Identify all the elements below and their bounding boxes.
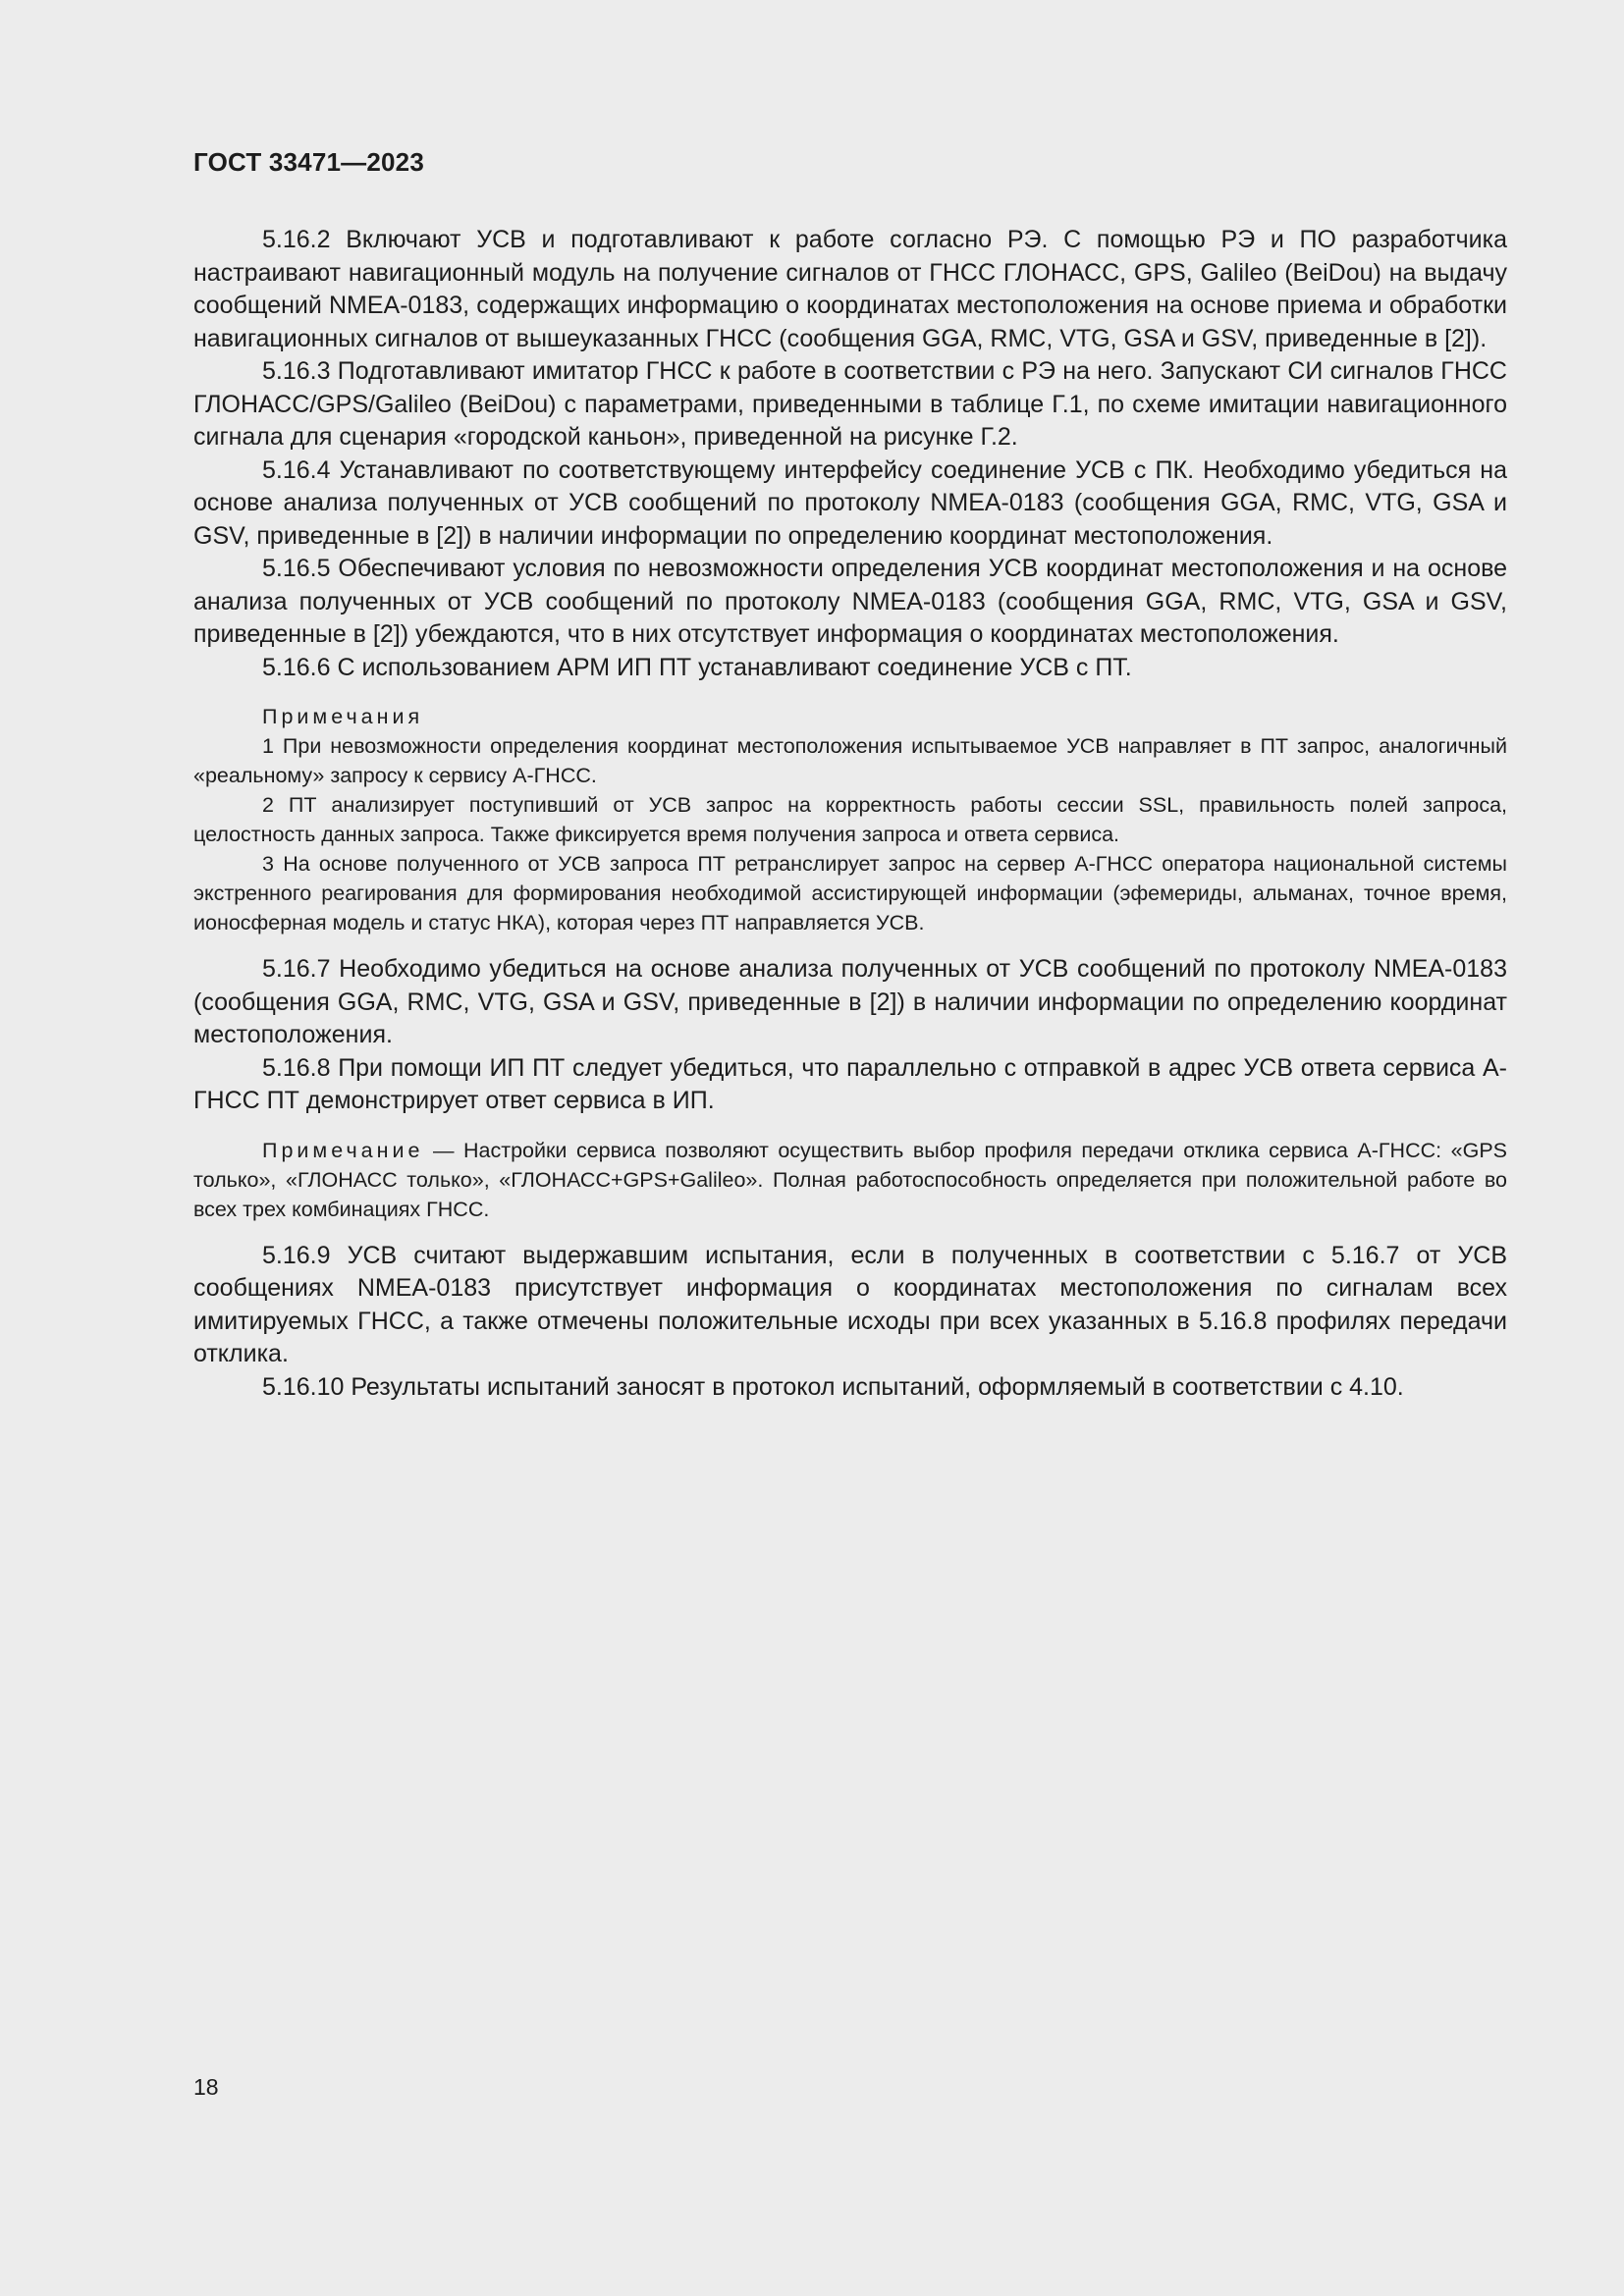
- note-item-3: 3 На основе полученного от УСВ запроса ПТ ретранслирует запрос на сервер А-ГНСС оператора национальной системы экстренного реагирования для формирования необходимой ассистирующей информации (эфемериды, альманах, точное время, ионосферная модель и статус НКА), которая через ПТ направляется УСВ.: [193, 852, 1507, 934]
- single-note-dash: —: [423, 1138, 463, 1162]
- paragraph-5-16-6: 5.16.6 С использованием АРМ ИП ПТ устанавливают соединение УСВ с ПТ.: [262, 653, 1132, 681]
- paragraph-5-16-8: 5.16.8 При помощи ИП ПТ следует убедиться, что параллельно с отправкой в адрес УСВ ответа сервиса А-ГНСС ПТ демонстрирует ответ сервиса в ИП.: [193, 1053, 1507, 1114]
- paragraph-5-16-9: 5.16.9 УСВ считают выдержавшим испытания, если в полученных в соответствии с 5.16.7 от УСВ сообщениях NMEA-0183 присутствует информация о координатах местоположения по сигналам всех имитируемых ГНСС, а также отмечены положительные исходы при всех указанных в 5.16.8 профилях передачи отклика.: [193, 1241, 1507, 1367]
- paragraph-5-16-10: 5.16.10 Результаты испытаний заносят в протокол испытаний, оформляемый в соответствии с 4.10.: [262, 1372, 1404, 1401]
- notes-block: [193, 702, 1507, 937]
- single-note: [193, 1136, 1507, 1224]
- document-body: [193, 224, 1507, 1404]
- paragraph-5-16-7: 5.16.7 Необходимо убедиться на основе анализа полученных от УСВ сообщений по протоколу NMEA-0183 (сообщения GGA, RMC, VTG, GSA и GSV, приведенные в [2]) в наличии информации по определению координат местоположения.: [193, 955, 1507, 1048]
- paragraph-5-16-3: 5.16.3 Подготавливают имитатор ГНСС к работе в соответствии с РЭ на него. Запускают СИ сигналов ГНСС ГЛОНАСС/GPS/Galileo (BeiDou) с параметрами, приведенными в таблице Г.1, по схеме имитации навигационного сигнала для сценария «городской каньон», приведенной на рисунке Г.2.: [193, 357, 1507, 451]
- note-item-1: 1 При невозможности определения координат местоположения испытываемое УСВ направляет в ПТ запрос, аналогичный «реальному» запросу к сервису А-ГНСС.: [193, 734, 1507, 787]
- single-note-label: Примечание: [262, 1138, 424, 1162]
- document-header: ГОСТ 33471—2023: [193, 147, 424, 177]
- paragraph-5-16-5: 5.16.5 Обеспечивают условия по невозможности определения УСВ координат местоположения и на основе анализа полученных от УСВ сообщений по протоколу NMEA-0183 (сообщения GGA, RMC, VTG, GSA и GSV, приведенные в [2]) убеждаются, что в них отсутствует информация о координатах местоположения.: [193, 555, 1507, 648]
- paragraph-5-16-4: 5.16.4 Устанавливают по соответствующему интерфейсу соединение УСВ с ПК. Необходимо убедиться на основе анализа полученных от УСВ сообщений по протоколу NMEA-0183 (сообщения GGA, RMC, VTG, GSA и GSV, приведенные в [2]) в наличии информации по определению координат местоположения.: [193, 455, 1507, 550]
- page-number: 18: [193, 2074, 219, 2100]
- notes-title: Примечания: [262, 705, 424, 728]
- single-note-text: Настройки сервиса позволяют осуществить выбор профиля передачи отклика сервиса А-ГНСС: «GPS только», «ГЛОНАСС только», «ГЛОНАСС+GPS+Galileo». Полная работоспособность определяется при положительной работе во всех трех комбинациях ГНСС.: [193, 1138, 1507, 1221]
- paragraph-5-16-2: 5.16.2 Включают УСВ и подготавливают к работе согласно РЭ. С помощью РЭ и ПО разработчика настраивают навигационный модуль на получение сигналов от ГНСС ГЛОНАСС, GPS, Galileo (BeiDou) на выдачу сообщений NMEA-0183, содержащих информацию о координатах местоположения на основе приема и обработки навигационных сигналов от вышеуказанных ГНСС (сообщения GGA, RMC, VTG, GSA и GSV, приведенные в [2]).: [193, 226, 1507, 352]
- note-item-2: 2 ПТ анализирует поступивший от УСВ запрос на корректность работы сессии SSL, правильность полей запроса, целостность данных запроса. Также фиксируется время получения запроса и ответа сервиса.: [193, 793, 1507, 846]
